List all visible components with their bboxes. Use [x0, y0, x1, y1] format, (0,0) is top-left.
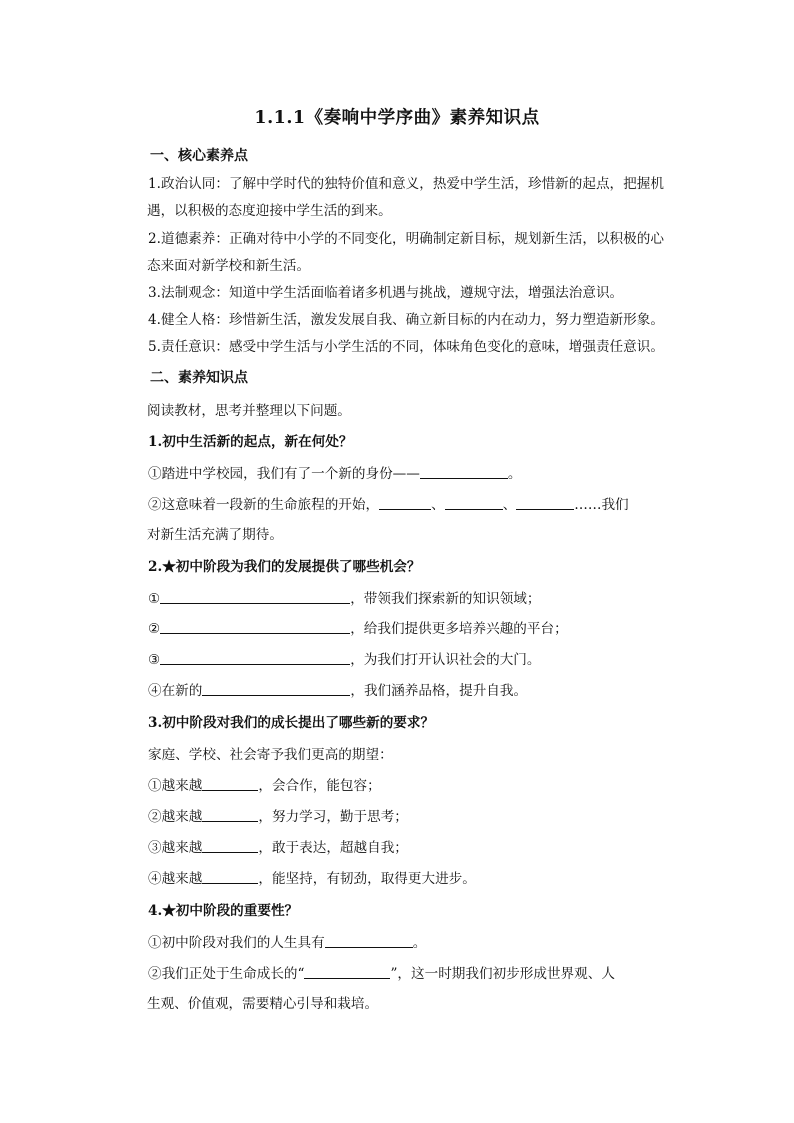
question-3-item-2: ②越来越 ，努力学习，勤于思考； [148, 809, 408, 825]
question-4-answer-2: ②我们正处于生命成长的“ ”，这一时期我们初步形成世界观、人 [148, 966, 615, 982]
core-item-2-line-2: 态来面对新学校和新生活。 [147, 258, 311, 274]
question-2-title: 2.★初中阶段为我们的发展提供了哪些机会？ [148, 559, 421, 575]
question-4-answer-1: ①初中阶段对我们的人生具有 。 [148, 935, 427, 951]
question-3-item-4: ④越来越 ，能坚持，有韧劲，取得更大进步。 [148, 871, 476, 887]
fill-in-blank[interactable] [160, 591, 350, 604]
reading-instruction: 阅读教材，思考并整理以下问题。 [147, 403, 351, 419]
question-3-item-3: ③越来越 ，敢于表达，超越自我； [148, 840, 408, 856]
core-item-1-line-2: 遇，以积极的态度迎接中学生活的到来。 [147, 203, 392, 219]
page-title: 1.1.1《奏响中学序曲》素养知识点 [254, 108, 540, 128]
fill-in-blank[interactable] [202, 809, 258, 822]
section-heading-core: 一、核心素养点 [150, 148, 248, 164]
core-item-2-line-1: 2.道德素养：正确对待中小学的不同变化，明确制定新目标，规划新生活，以积极的心 [148, 231, 664, 247]
fill-in-blank[interactable] [202, 778, 258, 791]
fill-in-blank[interactable] [160, 652, 350, 665]
fill-in-blank[interactable] [160, 621, 350, 634]
core-item-4: 4.健全人格：珍惜新生活，激发发展自我、确立新目标的内在动力，努力塑造新形象。 [148, 312, 664, 328]
question-3-intro: 家庭、学校、社会寄予我们更高的期望： [148, 747, 393, 763]
fill-in-blank[interactable] [202, 840, 258, 853]
question-1-answer-1: ①踏进中学校园，我们有了一个新的身份—— 。 [148, 466, 522, 482]
question-1-answer-2-cont: 对新生活充满了期待。 [147, 527, 283, 543]
fill-in-blank[interactable] [304, 966, 390, 979]
core-item-5: 5.责任意识：感受中学生活与小学生活的不同，体味角色变化的意味，增强责任意识。 [148, 339, 664, 355]
fill-in-blank[interactable] [379, 497, 431, 510]
fill-in-blank[interactable] [420, 466, 508, 479]
question-1-answer-2: ②这意味着一段新的生命旅程的开始， 、 、 ……我们 [148, 497, 629, 513]
question-4-answer-2-cont: 生观、价值观，需要精心引导和栽培。 [147, 996, 379, 1012]
fill-in-blank[interactable] [445, 497, 503, 510]
question-3-item-1: ①越来越 ，会合作，能包容； [148, 778, 381, 794]
fill-in-blank[interactable] [202, 871, 258, 884]
question-3-title: 3.初中阶段对我们的成长提出了哪些新的要求？ [148, 715, 435, 731]
fill-in-blank[interactable] [516, 497, 574, 510]
core-item-1-line-1: 1.政治认同：了解中学时代的独特价值和意义，热爱中学生活，珍惜新的起点，把握机 [148, 176, 664, 192]
question-1-title: 1.初中生活新的起点，新在何处？ [148, 434, 353, 450]
question-4-title: 4.★初中阶段的重要性？ [148, 903, 299, 919]
question-2-item-1: ① ，带领我们探索新的知识领域； [148, 591, 541, 607]
fill-in-blank[interactable] [202, 683, 350, 696]
core-item-3: 3.法制观念：知道中学生活面临着诸多机遇与挑战，遵规守法，增强法治意识。 [148, 285, 624, 301]
question-2-item-2: ② ，给我们提供更多培养兴趣的平台； [148, 621, 568, 637]
question-2-item-4: ④在新的 ，我们涵养品格，提升自我。 [148, 683, 528, 699]
question-2-item-3: ③ ，为我们打开认识社会的大门。 [148, 652, 541, 668]
fill-in-blank[interactable] [325, 935, 413, 948]
section-heading-knowledge: 二、素养知识点 [150, 370, 248, 386]
